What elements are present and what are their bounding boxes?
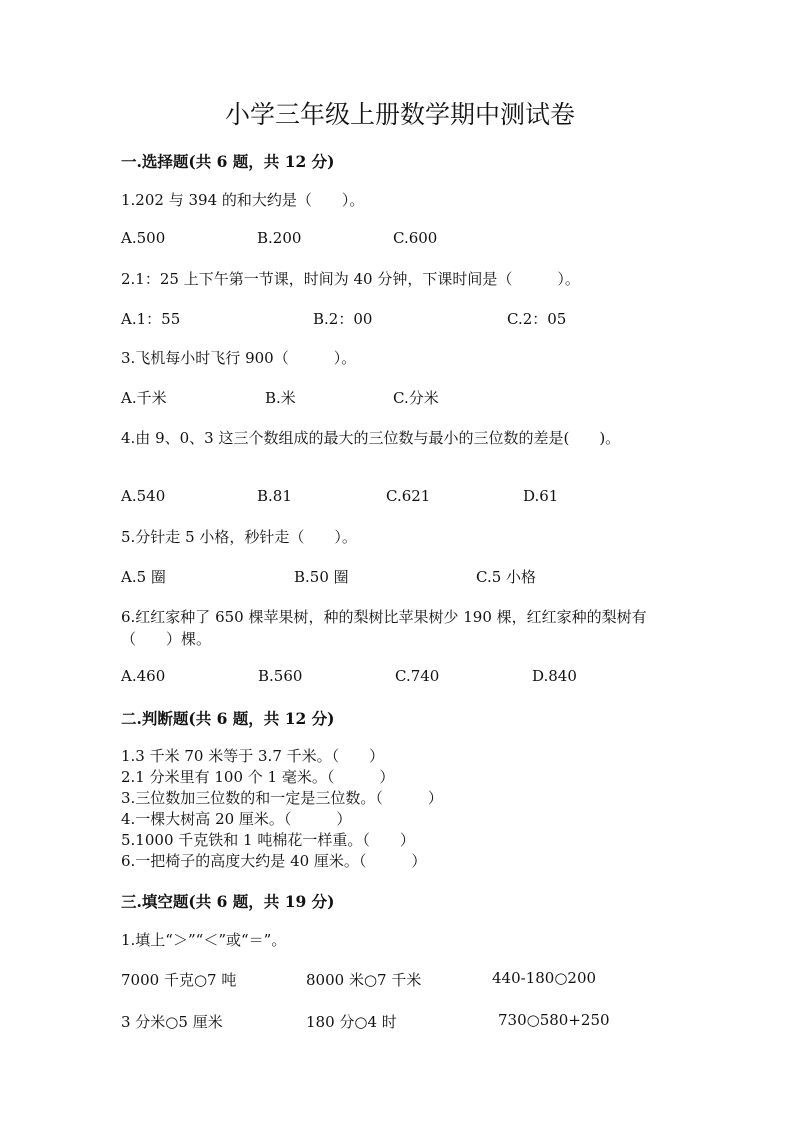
question-3: 3.飞机每小时飞行 900（ ）。 (121, 349, 357, 367)
question-4: 4.由 9、0、3 这三个数组成的最大的三位数与最小的三位数的差是( )。 (121, 429, 621, 447)
q5-option-b: B.50 圈 (294, 568, 349, 586)
q1-option-c: C.600 (393, 229, 438, 247)
q3-option-c: C.分米 (393, 389, 439, 407)
judgment-item-3: 3.三位数加三位数的和一定是三位数。（ ） (121, 789, 443, 807)
compare-item: 730○580+250 (498, 1011, 610, 1029)
section-heading-fill: 三.填空题(共 6 题，共 19 分) (121, 892, 335, 911)
judgment-item-5: 5.1000 千克铁和 1 吨棉花一样重。（ ） (121, 831, 415, 849)
compare-item: 7000 千克○7 吨 (121, 971, 237, 989)
q6-option-c: C.740 (395, 667, 440, 685)
compare-item: 3 分米○5 厘米 (121, 1013, 223, 1031)
compare-item: 440-180○200 (492, 969, 597, 987)
judgment-item-6: 6.一把椅子的高度大约是 40 厘米。（ ） (121, 852, 427, 870)
fill-question-1: 1.填上“＞”“＜”或“＝”。 (121, 931, 287, 949)
q4-option-d: D.61 (523, 487, 559, 505)
q4-option-a: A.540 (121, 487, 166, 505)
question-6-line2: （ ）棵。 (121, 630, 212, 648)
q2-option-b: B.2：00 (313, 310, 373, 328)
q6-option-b: B.560 (258, 667, 303, 685)
q1-option-a: A.500 (121, 229, 166, 247)
judgment-item-4: 4.一棵大树高 20 厘米。（ ） (121, 810, 352, 828)
q3-option-a: A.千米 (121, 389, 167, 407)
compare-item: 8000 米○7 千米 (306, 971, 422, 989)
section-heading-judgment: 二.判断题(共 6 题，共 12 分) (121, 709, 335, 728)
q2-option-c: C.2：05 (507, 310, 567, 328)
q2-option-a: A.1：55 (121, 310, 181, 328)
q4-option-b: B.81 (257, 487, 292, 505)
q5-option-a: A.5 圈 (121, 568, 166, 586)
question-2: 2.1：25 上下午第一节课，时间为 40 分钟，下课时间是（ ）。 (121, 270, 580, 288)
q5-option-c: C.5 小格 (476, 568, 537, 586)
question-1: 1.202 与 394 的和大约是（ ）。 (121, 191, 365, 209)
section-heading-choice: 一.选择题(共 6 题，共 12 分) (121, 152, 335, 171)
compare-item: 180 分○4 时 (306, 1013, 397, 1031)
question-5: 5.分针走 5 小格，秒针走（ ）。 (121, 528, 357, 546)
q6-option-a: A.460 (121, 667, 166, 685)
q4-option-c: C.621 (386, 487, 431, 505)
judgment-item-2: 2.1 分米里有 100 个 1 毫米。（ ） (121, 768, 395, 786)
question-6-line1: 6.红红家种了 650 棵苹果树，种的梨树比苹果树少 190 棵，红红家种的梨树有 (121, 608, 647, 626)
q1-option-b: B.200 (257, 229, 302, 247)
page-title: 小学三年级上册数学期中测试卷 (224, 100, 575, 129)
q3-option-b: B.米 (265, 389, 296, 407)
judgment-item-1: 1.3 千米 70 米等于 3.7 千米。（ ） (121, 747, 385, 765)
q6-option-d: D.840 (532, 667, 577, 685)
